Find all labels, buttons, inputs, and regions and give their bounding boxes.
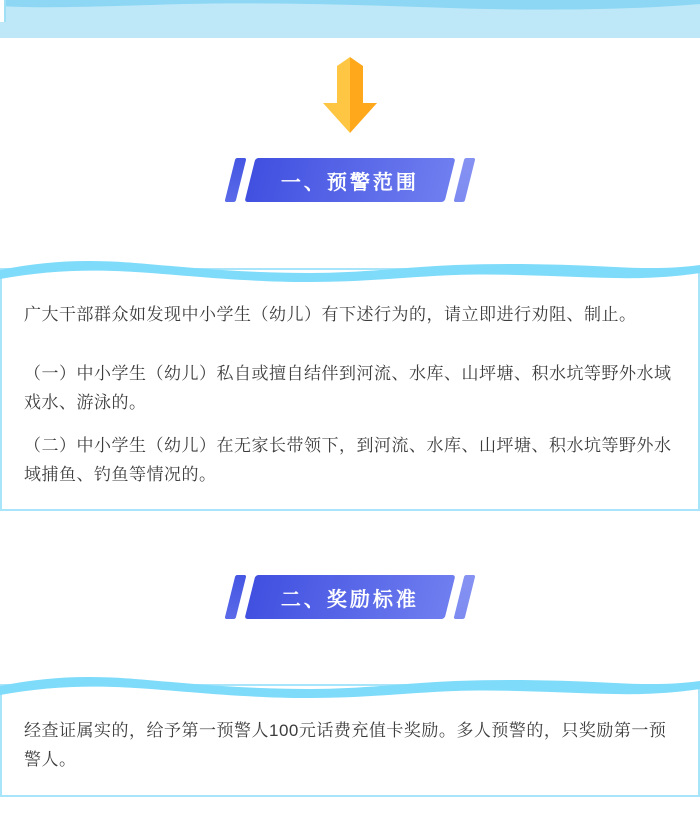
section-1-content-box — [0, 268, 700, 511]
section-2-content-box — [0, 684, 700, 797]
paragraph: 经查证属实的，给予第一预警人100元话费充值卡奖励。多人预警的，只奖励第一预警人。 — [24, 721, 667, 769]
down-arrow-icon — [323, 57, 377, 133]
banner-right-stripe — [454, 158, 476, 202]
section-2-banner-row — [0, 575, 700, 619]
banner-body — [245, 158, 456, 202]
paragraph: （一）中小学生（幼儿）私自或擅自结伴到河流、水库、山坪塘、积水坑等野外水域戏水、游泳的。 — [24, 364, 672, 412]
water-crest-wave — [0, 0, 700, 12]
section-2-banner — [225, 575, 476, 619]
banner-left-stripe — [225, 158, 247, 202]
paragraph: 广大干部群众如发现中小学生（幼儿）有下述行为的，请立即进行劝阻、制止。 — [24, 305, 637, 324]
banner-left-stripe — [225, 575, 247, 619]
banner-body — [245, 575, 456, 619]
section-2-title: 二、奖励标准 — [281, 588, 419, 611]
banner-right-stripe — [454, 575, 476, 619]
wave-divider-1 — [0, 256, 700, 282]
top-water-band — [0, 0, 700, 38]
section-1-banner — [225, 158, 476, 202]
section-1-title: 一、预警范围 — [281, 171, 419, 194]
wave-divider-2 — [0, 672, 700, 698]
paragraph: （二）中小学生（幼儿）在无家长带领下，到河流、水库、山坪塘、积水坑等野外水域捕鱼、钓鱼等情况的。 — [24, 436, 672, 484]
top-left-notch — [0, 0, 6, 22]
section-1-banner-row — [0, 158, 700, 202]
